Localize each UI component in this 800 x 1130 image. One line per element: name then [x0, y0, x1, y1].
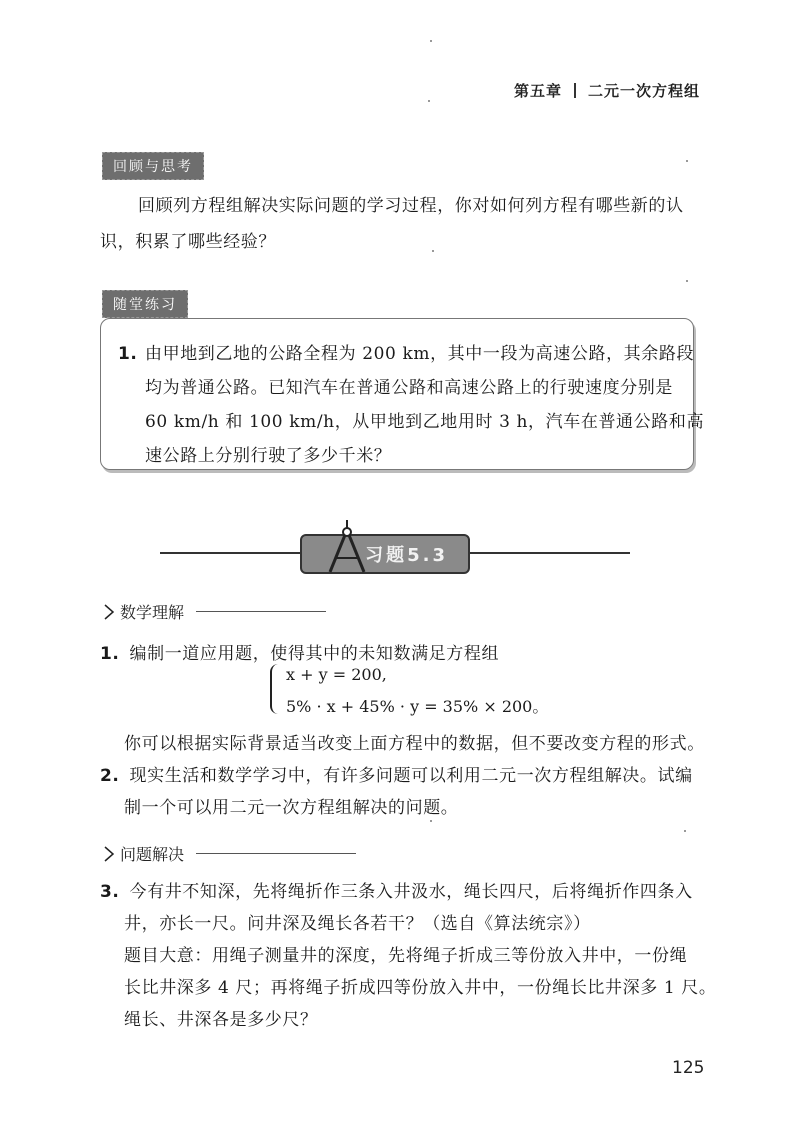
scan-speck — [430, 40, 432, 42]
section-math-understanding — [100, 600, 326, 623]
q2-line-2: 制一个可以用二元一次方程组解决的问题。 — [124, 798, 459, 818]
q2-line-1: 现实生活和数学学习中，有许多问题可以利用二元一次方程组解决。试编 — [129, 766, 693, 786]
equation-brace — [270, 664, 282, 714]
chevron-right-icon — [100, 602, 120, 622]
section-heading: 数学理解 — [120, 603, 185, 622]
scan-speck — [684, 830, 686, 832]
practice-line-2: 均为普通公路。已知汽车在普通公路和高速公路上的行驶速度分别是 — [145, 378, 673, 398]
q3-row — [100, 874, 693, 910]
scan-speck — [686, 160, 688, 162]
scan-speck — [432, 250, 434, 252]
q3-line-4: 长比井深多 4 尺；再将绳子折成四等份放入井中，一份绳长比井深多 1 尺。 — [124, 978, 717, 998]
q1-number: 1. — [100, 644, 120, 664]
review-tag: 回顾与思考 — [102, 152, 204, 180]
q3-line-3: 题目大意：用绳子测量井的深度，先将绳子折成三等份放入井中，一份绳 — [124, 946, 688, 966]
compass-icon — [322, 516, 372, 576]
q2-number: 2. — [100, 766, 120, 786]
practice-line-3: 60 km/h 和 100 km/h，从甲地到乙地用时 3 h，汽车在普通公路和高 — [145, 412, 705, 432]
running-header — [514, 80, 700, 101]
practice-tag: 随堂练习 — [102, 290, 188, 318]
q1-note: 你可以根据实际背景适当改变上面方程中的数据，但不要改变方程的形式。 — [124, 734, 705, 754]
chevron-right-icon — [100, 844, 120, 864]
practice-line-1: 由甲地到乙地的公路全程为 200 km，其中一段为高速公路，其余路段 — [145, 344, 695, 364]
scan-speck — [428, 100, 430, 102]
review-line-2: 识，积累了哪些经验？ — [100, 232, 276, 252]
chapter-title: 二元一次方程组 — [587, 82, 700, 100]
q3-number: 3. — [100, 882, 120, 902]
q3-line-1: 今有井不知深，先将绳折作三条入井汲水，绳长四尺，后将绳折作四条入 — [129, 882, 693, 902]
equation-2: 5% · x + 45% · y = 35% × 200。 — [286, 697, 549, 716]
scan-speck — [430, 820, 432, 822]
equation-1: x + y = 200, — [286, 665, 387, 684]
practice-number: 1. — [118, 344, 138, 364]
section-rule — [196, 853, 356, 854]
page-number: 125 — [672, 1058, 705, 1078]
chapter-label: 第五章 — [513, 82, 562, 100]
q3-line-5: 绳长、井深各是多少尺？ — [124, 1010, 318, 1030]
section-problem-solving — [100, 842, 356, 865]
q1-text: 编制一道应用题，使得其中的未知数满足方程组 — [129, 644, 500, 664]
header-separator — [574, 83, 576, 98]
section-heading: 问题解决 — [120, 845, 185, 864]
review-line-1: 回顾列方程组解决实际问题的学习过程，你对如何列方程有哪些新的认 — [138, 196, 684, 216]
section-rule — [196, 611, 326, 612]
q2-row — [100, 758, 693, 794]
practice-line-4: 速公路上分别行驶了多少千米？ — [145, 446, 392, 466]
q3-line-2: 井，亦长一尺。问井深及绳长各若干？（选自《算法统宗》） — [124, 914, 591, 934]
scan-speck — [686, 280, 688, 282]
exercise-banner-label: 习题5.3 — [365, 545, 448, 566]
